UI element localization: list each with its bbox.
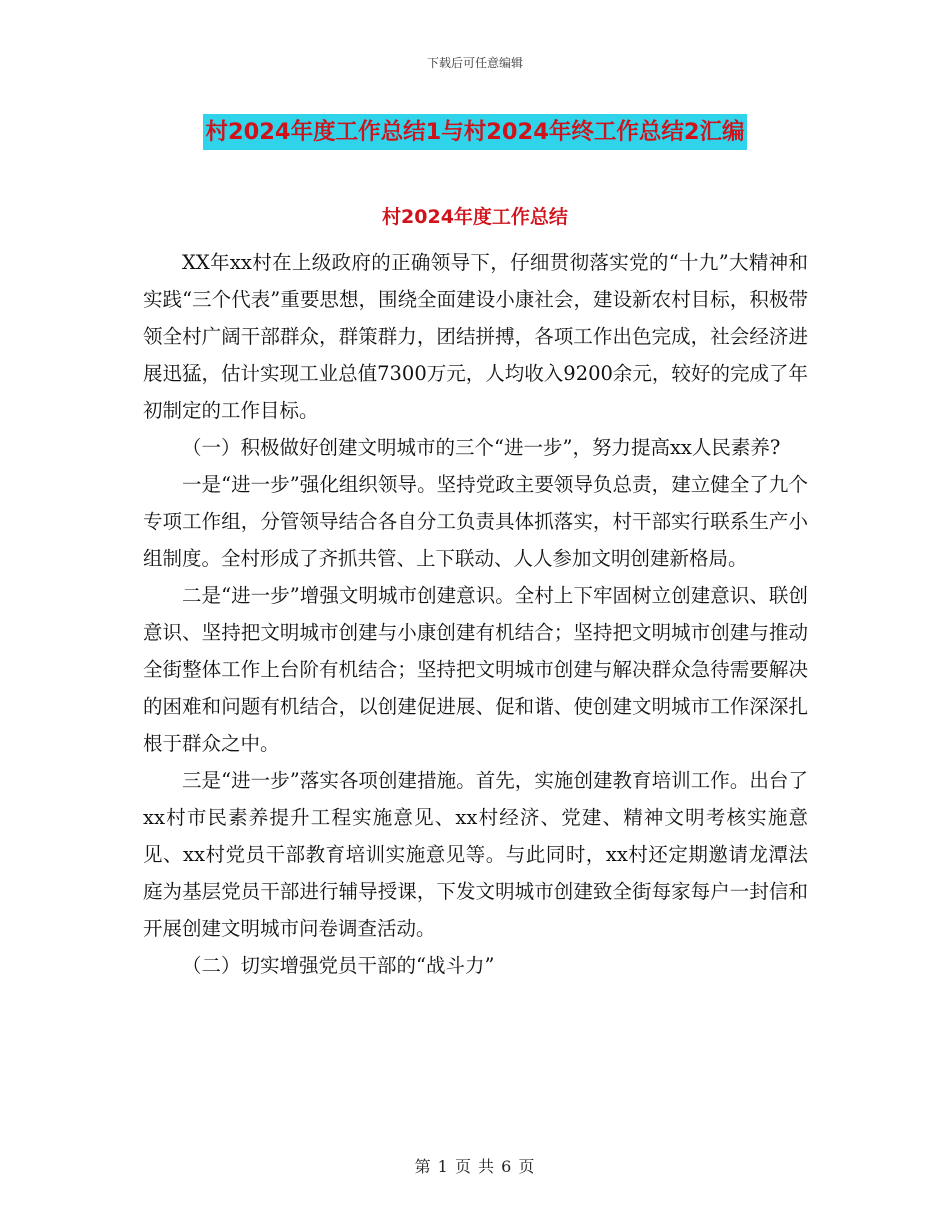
document-body: [143, 244, 808, 984]
header-note: 下载后可任意编辑: [426, 56, 523, 70]
body-paragraph: 三是“进一步”落实各项创建措施。首先，实施创建教育培训工作。出台了xx村市民素养提升工程实施意见、xx村经济、党建、精神文明考核实施意见、xx村党员干部教育培训实施意见等。与此同时，xx村还定期邀请龙潭法庭为基层党员干部进行辅导授课，下发文明城市创建致全街每家每户一封信和开展创建文明城市问卷调查活动。: [143, 769, 808, 940]
document-title-text: 村2024年度工作总结1与村2024年终工作总结2汇编: [203, 114, 746, 150]
body-paragraph: （二）切实增强党员干部的“战斗力”: [182, 954, 495, 977]
page-number: 第 1 页 共 6 页: [414, 1157, 536, 1176]
section-title: 村2024年度工作总结: [382, 206, 568, 228]
body-paragraph: XX年xx村在上级政府的正确领导下，仔细贯彻落实党的“十九”大精神和实践“三个代表”重要思想，围绕全面建设小康社会，建设新农村目标，积极带领全村广阔干部群众，群策群力，团结拼搏，各项工作出色完成，社会经济进展迅猛，估计实现工业总值7300万元，人均收入9200余元，较好的完成了年初制定的工作目标。: [143, 251, 808, 422]
body-paragraph: （一）积极做好创建文明城市的三个“进一步”，努力提高xx人民素养?: [182, 436, 781, 459]
body-paragraph: 一是“进一步”强化组织领导。坚持党政主要领导负总责，建立健全了九个专项工作组，分管领导结合各自分工负责具体抓落实，村干部实行联系生产小组制度。全村形成了齐抓共管、上下联动、人人参加文明创建新格局。: [143, 473, 808, 570]
document-title: [0, 114, 950, 150]
body-paragraph: 二是“进一步”增强文明城市创建意识。全村上下牢固树立创建意识、联创意识、坚持把文明城市创建与小康创建有机结合；坚持把文明城市创建与推动全街整体工作上台阶有机结合；坚持把文明城市创建与解决群众急待需要解决的困难和问题有机结合，以创建促进展、促和谐、使创建文明城市工作深深扎根于群众之中。: [143, 584, 808, 755]
